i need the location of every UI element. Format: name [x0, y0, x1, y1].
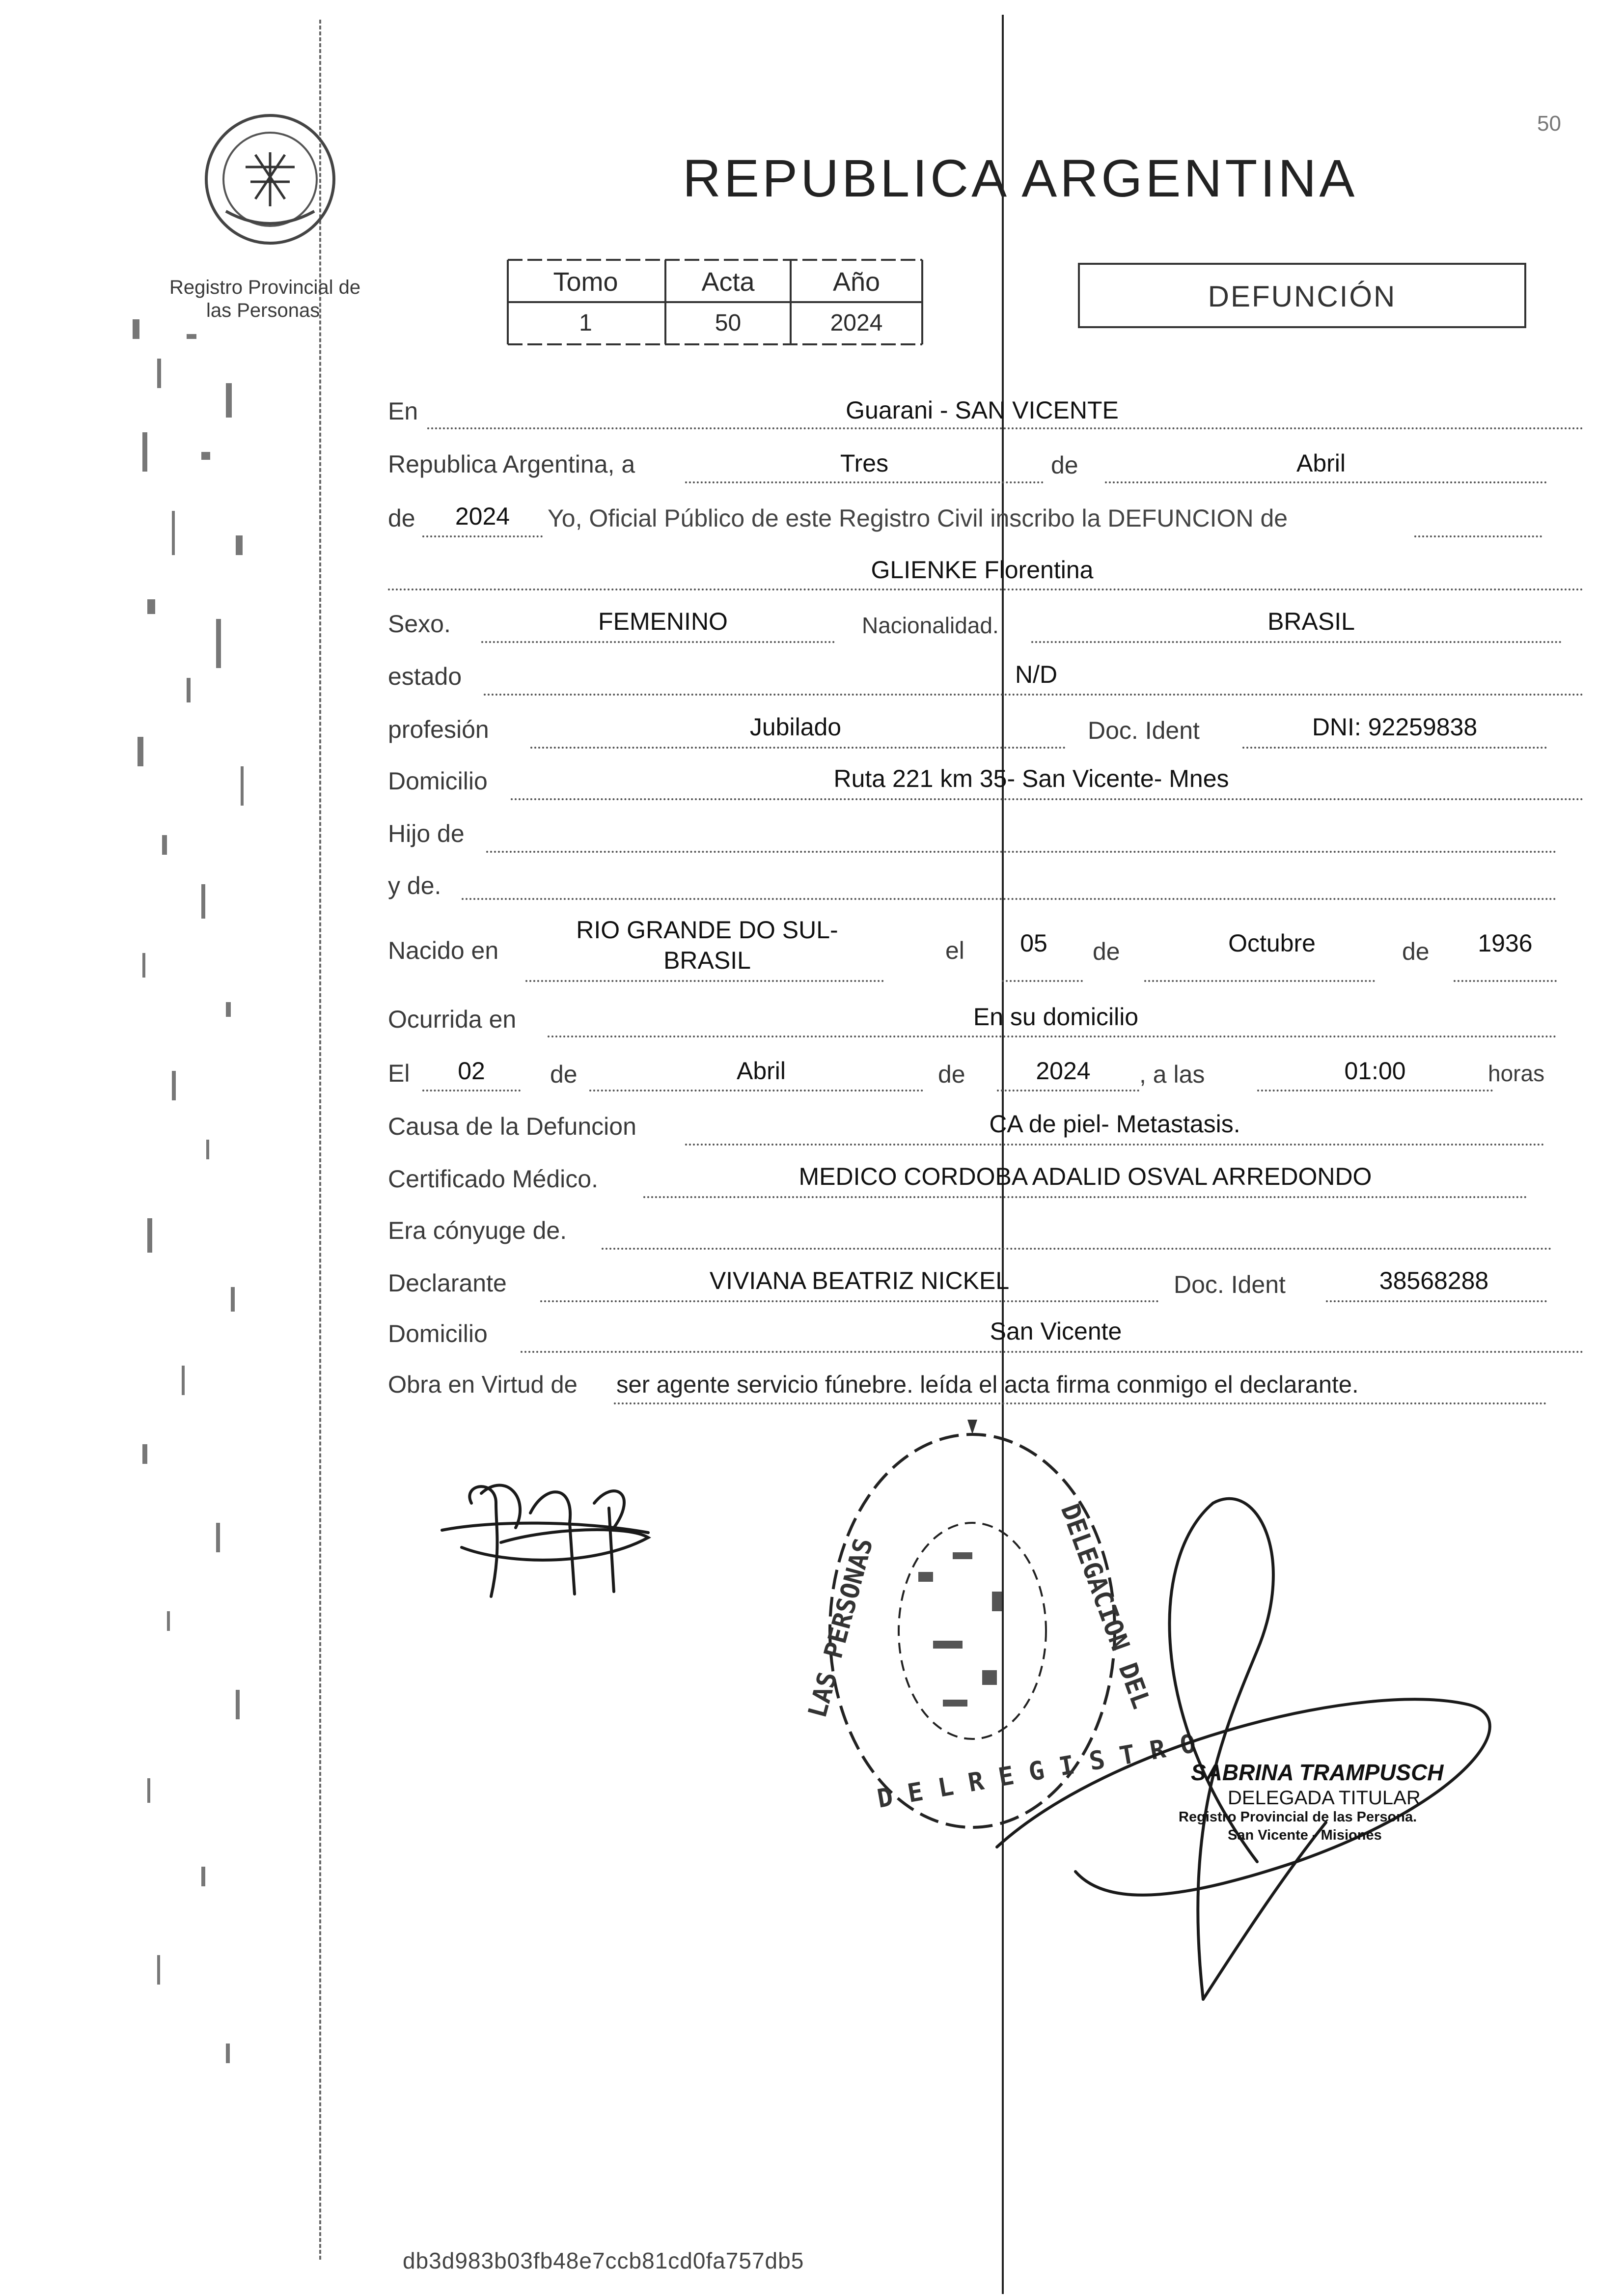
acta-value: 50: [715, 310, 742, 336]
tomo-value: 1: [579, 310, 592, 336]
causa-label: Causa de la Defuncion: [388, 1113, 636, 1140]
registry-logo: [196, 108, 344, 251]
death-day-line: [422, 1090, 521, 1092]
doc-line: [1242, 747, 1547, 749]
decl-domicilio-label: Domicilio: [388, 1320, 488, 1347]
death-de-label-2: de: [938, 1061, 965, 1088]
day-words-value: Tres: [840, 449, 889, 477]
el-label: el: [945, 937, 964, 964]
declarante-value: VIVIANA BEATRIZ NICKEL: [709, 1267, 1010, 1294]
domicilio-label: Domicilio: [388, 767, 488, 795]
death-de-label-1: de: [550, 1061, 578, 1088]
conyuge-label: Era cónyuge de.: [388, 1217, 567, 1244]
en-line: [427, 427, 1584, 429]
nacionalidad-value: BRASIL: [1267, 608, 1355, 635]
birth-de-label-2: de: [1402, 938, 1430, 965]
tomo-header: Tomo: [553, 267, 618, 297]
death-month-line: [589, 1090, 923, 1092]
month-words-value: Abril: [1296, 449, 1346, 477]
hijo-label: Hijo de: [388, 820, 465, 847]
nacionalidad-label: Nacionalidad.: [862, 613, 999, 638]
el2-label: El: [388, 1060, 410, 1087]
deceased-name-value: GLIENKE Florentina: [871, 556, 1094, 584]
hijo-line: [486, 851, 1557, 853]
causa-line: [685, 1144, 1544, 1146]
declarante-label: Declarante: [388, 1269, 507, 1297]
nacionalidad-line: [1031, 641, 1562, 643]
domicilio-value: Ruta 221 km 35- San Vicente- Mnes: [833, 765, 1229, 792]
place-value: Guarani - SAN VICENTE: [846, 396, 1119, 424]
decl-doc-label: Doc. Ident: [1174, 1271, 1286, 1298]
y-de-line: [462, 898, 1557, 900]
decl-doc-line: [1326, 1300, 1547, 1302]
doc-label: Doc. Ident: [1088, 717, 1200, 744]
official-office-line2: San Vicente - Misiones: [1228, 1827, 1382, 1843]
certificado-line: [643, 1196, 1527, 1198]
birth-year-value: 1936: [1478, 929, 1533, 957]
ocurrida-line: [548, 1036, 1557, 1037]
obra-line: [614, 1402, 1547, 1404]
estado-value: N/D: [1015, 661, 1058, 688]
birth-day-line: [1002, 980, 1083, 982]
record-table-cells: [506, 258, 924, 346]
svg-text:LAS PERSONAS: LAS PERSONAS: [802, 1535, 879, 1721]
obra-text: ser agente servicio fúnebre. leída el acta firma conmigo el declarante.: [616, 1372, 1359, 1398]
birth-de-label-1: de: [1093, 938, 1120, 965]
conyuge-line: [602, 1248, 1552, 1250]
year-line: [422, 535, 543, 537]
official-name: SABRINA TRAMPUSCH: [1191, 1760, 1444, 1785]
de-label-1: de: [1051, 451, 1078, 479]
nacido-label: Nacido en: [388, 937, 499, 964]
acta-header: Acta: [701, 267, 755, 297]
oficial-text: Yo, Oficial Público de este Registro Civil inscribo la DEFUNCION de: [548, 504, 1288, 532]
act-type: DEFUNCIÓN: [1208, 280, 1397, 313]
registry-name-line1: Registro Provincial de: [169, 277, 361, 298]
sexo-value: FEMENINO: [598, 608, 728, 635]
month-line: [1105, 481, 1547, 483]
en-label: En: [388, 397, 418, 425]
y-de-label: y de.: [388, 872, 441, 899]
page-number: 50: [1537, 112, 1561, 136]
oficial-line: [1414, 535, 1542, 537]
svg-text:DELEGACION DEL: DELEGACION DEL: [1054, 1500, 1156, 1713]
document-hash: db3d983b03fb48e7ccb81cd0fa757db5: [403, 2248, 804, 2273]
declarante-line: [540, 1300, 1159, 1302]
obra-label: Obra en Virtud de: [388, 1372, 578, 1398]
domicilio-line: [511, 798, 1584, 800]
anio-header: Año: [832, 267, 881, 297]
profesion-line: [530, 747, 1066, 749]
causa-value: CA de piel- Metastasis.: [989, 1110, 1240, 1138]
document-title: REPUBLICA ARGENTINA: [683, 148, 1358, 208]
death-year-value: 2024: [1036, 1057, 1091, 1085]
decl-domicilio-line: [521, 1351, 1584, 1353]
certificado-value: MEDICO CORDOBA ADALID OSVAL ARREDONDO: [798, 1163, 1372, 1190]
decl-doc-value: 38568288: [1379, 1267, 1489, 1294]
profesion-value: Jubilado: [749, 713, 842, 741]
declarant-signature: [432, 1474, 658, 1606]
anio-value: 2024: [830, 310, 883, 336]
ocurrida-value: En su domicilio: [973, 1003, 1139, 1031]
republica-label: Republica Argentina, a: [388, 450, 635, 478]
nacido-line2-value: BRASIL: [663, 947, 751, 974]
doc-value: DNI: 92259838: [1312, 713, 1478, 741]
de-label-2: de: [388, 504, 415, 532]
birth-year-line: [1454, 980, 1557, 982]
decl-domicilio-value: San Vicente: [990, 1317, 1122, 1345]
margin-scan-noise: [128, 305, 334, 2171]
estado-line: [484, 694, 1584, 696]
deceased-name-line: [388, 588, 1584, 590]
official-office-line1: Registro Provincial de las Persona.: [1179, 1809, 1417, 1825]
official-signature: [982, 1488, 1547, 2019]
nacido-line: [525, 980, 884, 982]
birth-month-line: [1144, 980, 1375, 982]
horas-label: horas: [1488, 1061, 1545, 1086]
ocurrida-label: Ocurrida en: [388, 1006, 517, 1033]
death-month-value: Abril: [736, 1057, 786, 1085]
death-day-value: 02: [458, 1057, 485, 1085]
estado-label: estado: [388, 663, 462, 690]
birth-day-value: 05: [1020, 929, 1047, 957]
act-type-box: [1078, 263, 1526, 328]
alas-label: , a las: [1139, 1061, 1205, 1088]
year-value: 2024: [455, 503, 510, 530]
certificado-label: Certificado Médico.: [388, 1165, 598, 1193]
registry-name-line2: las Personas: [206, 300, 320, 321]
official-role: DELEGADA TITULAR: [1228, 1787, 1421, 1809]
death-year-line: [997, 1090, 1139, 1092]
svg-text:D E L R E G I S T R O: D E L R E G I S T R O: [875, 1729, 1198, 1814]
death-time-line: [1257, 1090, 1493, 1092]
nacido-line1-value: RIO GRANDE DO SUL-: [576, 916, 838, 944]
sexo-label: Sexo.: [388, 610, 451, 638]
birth-month-value: Octubre: [1228, 929, 1316, 957]
profesion-label: profesión: [388, 716, 489, 743]
day-line: [685, 481, 1044, 483]
death-time-value: 01:00: [1344, 1057, 1406, 1085]
sexo-line: [481, 641, 835, 643]
